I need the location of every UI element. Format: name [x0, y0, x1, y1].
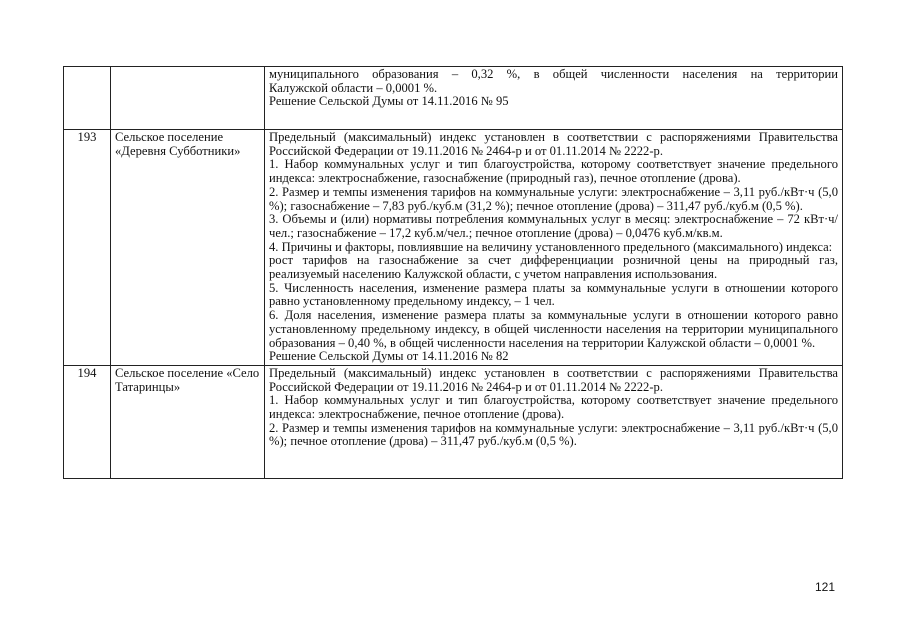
paragraph: рост тарифов на газоснабжение за счет дифференциации розничной цены на природный газ, реализуемый населению Калужской области, с учетом направления использования.: [269, 253, 838, 282]
index-description: [265, 130, 843, 366]
paragraph: 4. Причины и факторы, повлиявшие на величину установленного предельного (максимального) индекса:: [269, 239, 833, 254]
row-number: 194: [64, 365, 111, 478]
paragraph: муниципального образования – 0,32 %, в общей численности населения на территории: [269, 67, 838, 81]
paragraph: Предельный (максимальный) индекс установлен в соответствии с распоряжениями Правительства Российской Федерации от 19.11.2016 № 2464-р и от 01.11.2014 № 2222-р.: [269, 130, 838, 158]
council-decision: Решение Сельской Думы от 14.11.2016 № 95: [269, 94, 509, 109]
paragraph: 1. Набор коммунальных услуг и тип благоустройства, которому соответствует значение предельного индекса: электроснабжение, газоснабжение (природный газ), печное отопление (дрова).: [269, 157, 838, 186]
table-row: [64, 365, 843, 478]
settlement-name: Сельское поселение «Село Татаринцы»: [111, 365, 265, 478]
settlement-name: [111, 67, 265, 130]
paragraph: 3. Объемы и (или) нормативы потребления коммунальных услуг в месяц: электроснабжение – 72 кВт·ч/чел.; газоснабжение – 17,2 куб.м/чел.; печное отопление (дрова) – 0,0476 куб.м/кв.м.: [269, 212, 838, 240]
page-number: 121: [814, 580, 835, 594]
index-description: [265, 365, 843, 478]
paragraph: 2. Размер и темпы изменения тарифов на коммунальные услуги: электроснабжение – 3,11 руб./кВт·ч (5,0 %); газоснабжение – 7,83 руб./куб.м (31,2 %); печное отопление (дрова) – 311,47 руб./куб.м (0,5 %).: [269, 184, 838, 213]
row-number: 193: [64, 130, 111, 366]
table-row: [64, 130, 843, 366]
paragraph: 5. Численность населения, изменение размера платы за коммунальные услуги в отношении которого равно установленному предельному индексу, – 1 чел.: [269, 280, 838, 309]
row-number: [64, 67, 111, 130]
paragraph: 1. Набор коммунальных услуг и тип благоустройства, которому соответствует значение предельного индекса: электроснабжение, печное отопление (дрова).: [269, 393, 838, 422]
tariff-index-table: [63, 66, 843, 479]
paragraph: Предельный (максимальный) индекс установлен в соответствии с распоряжениями Правительства Российской Федерации от 19.11.2016 № 2464-р и от 01.11.2014 № 2222-р.: [269, 365, 838, 394]
settlement-name: Сельское поселение «Деревня Субботники»: [111, 130, 265, 366]
paragraph: 2. Размер и темпы изменения тарифов на коммунальные услуги: электроснабжение – 3,11 руб./кВт·ч (5,0 %); печное отопление (дрова) – 311,47 руб./куб.м (0,5 %).: [269, 420, 838, 449]
council-decision: Решение Сельской Думы от 14.11.2016 № 82: [269, 349, 509, 364]
paragraph: Калужской области – 0,0001 %.: [269, 80, 438, 95]
index-description: [265, 67, 843, 130]
paragraph: 6. Доля населения, изменение размера платы за коммунальные услуги в отношении которого равно установленному предельному индексу, в общей численности населения на территории муниципального образования – 0,40 %, в общей численности населения на территории Калужской области – 0,0001 %.: [269, 308, 838, 350]
table-row: [64, 67, 843, 130]
